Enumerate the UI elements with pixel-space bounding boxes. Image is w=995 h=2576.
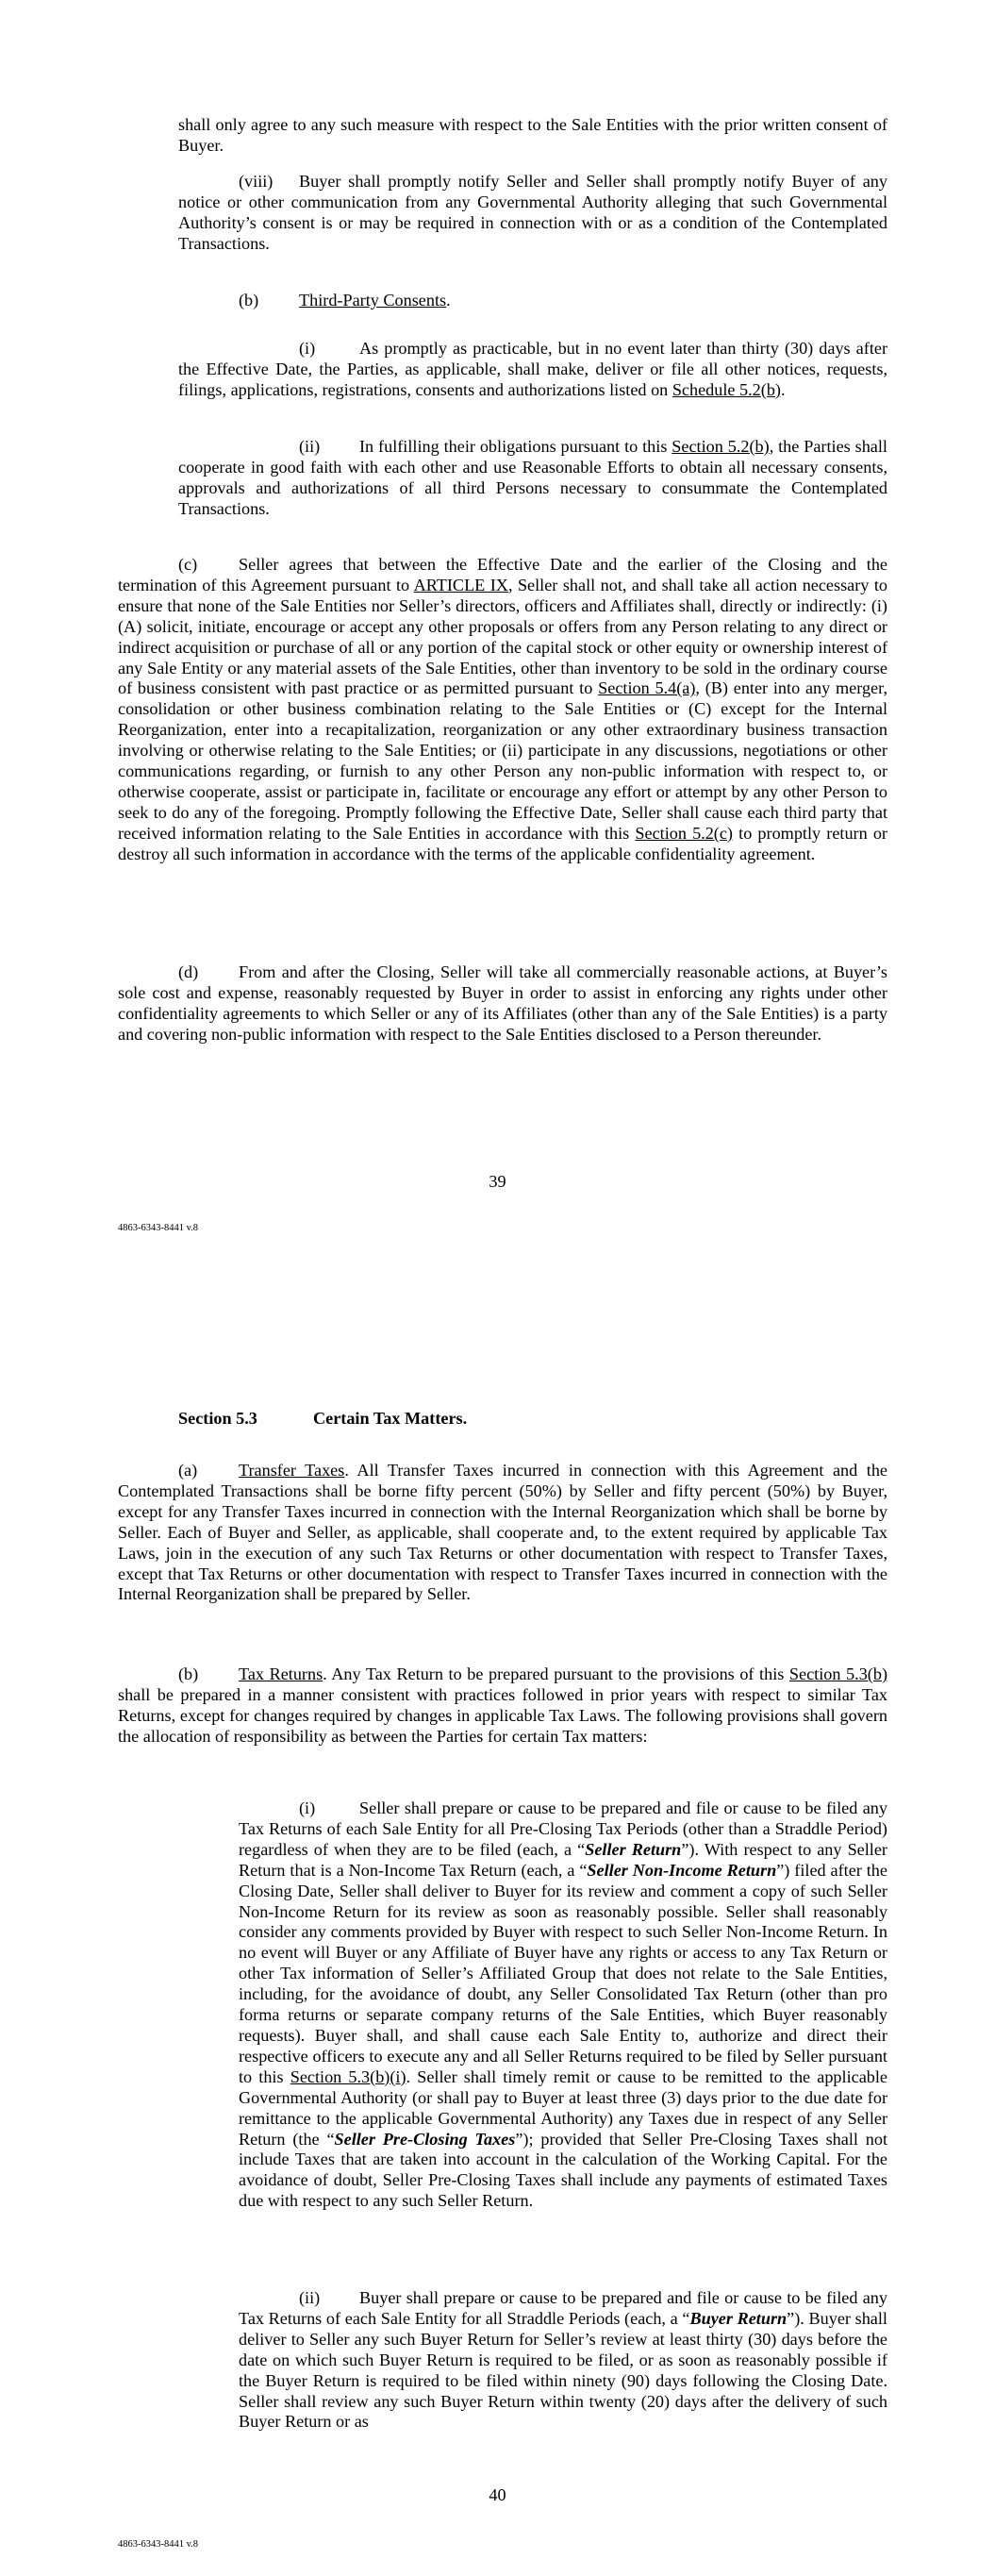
page-40	[0, 1288, 995, 2576]
clause-text: ”). With respect to any Seller Return that is a Non-Income Tax Return (each, a “	[239, 1839, 887, 1880]
clause-number: (b)	[239, 291, 259, 309]
clause-b-i	[239, 1798, 887, 2212]
subsection-a	[118, 1461, 887, 1605]
clause-text: As promptly as practicable, but in no event later than thirty (30) days after the Effective Date, the Parties, as applicable, shall make, deliver or file all other notices, requests, filings, applications, registrations, consents and authorizations listed on	[178, 339, 887, 399]
continuation-paragraph	[178, 115, 887, 157]
section-link[interactable]: Section 5.4(a)	[598, 678, 696, 698]
clause-number: (a)	[178, 1461, 198, 1480]
section-link[interactable]: Section 5.3(b)	[788, 1664, 887, 1683]
clause-text: Seller agrees that between the Effective Date and the earlier of the Closing and the termination of this Agreement pursuant to	[118, 555, 887, 594]
clause-b-ii	[239, 2288, 887, 2433]
clause-number: (c)	[178, 555, 198, 574]
clause-text: Buyer shall prepare or cause to be prepared and file or cause to be filed any Tax Returns of each Sale Entity for all Straddle Periods (each, a “	[239, 2288, 887, 2328]
paragraph-text: shall only agree to any such measure with respect to the Sale Entities with the prior written consent of Buyer.	[178, 115, 887, 155]
defined-term: Buyer Return	[689, 2308, 788, 2328]
clause-b-ii	[178, 437, 887, 520]
subsection-d	[118, 962, 887, 1045]
section-link[interactable]: Section 5.2(b)	[672, 437, 770, 456]
clause-text: ”); provided that Seller Pre-Closing Taxes shall not include Taxes that are taken into account in the calculation of the Working Capital. For the avoidance of doubt, Seller Pre-Closing Taxes shall include any payments of estimated Taxes due with respect to any such Seller Return.	[239, 2129, 888, 2211]
schedule-link[interactable]: Schedule 5.2(b)	[672, 379, 781, 399]
section-link[interactable]: Section 5.2(c)	[635, 823, 733, 843]
clause-text: ”) filed after the Closing Date, Seller shall deliver to Buyer for its review and comment a copy of such Seller Non-Income Return for its review as soon as reasonably possible. Seller shall reasonably consider any comments provided by Buyer with respect to such Seller Non-Income Return. In no event will Buyer or any Affiliate of Buyer have any rights or access to any Tax Return or other Tax information of Seller’s Affiliated Group that does not relate to the Sale Entities, including, for the avoidance of doubt, any Seller Consolidated Tax Return (other than pro forma returns or separate company returns of the Sale Entities, which Buyer reasonably requests). Buyer shall, and shall cause each Sale Entity to, authorize and direct their respective officers to execute any and all Seller Returns required to be filed by Seller pursuant to this	[239, 1860, 887, 2086]
subsection-title: Tax Returns	[239, 1664, 323, 1683]
document-id: 4863-6343-8441 v.8	[118, 2539, 199, 2550]
clause-text: , Seller shall not, and shall take all action necessary to ensure that none of the Sale Entities nor Seller’s directors, officers and Affiliates shall, directly or indirectly: (i) (A) solicit, initiate, encourage or accept any other proposals or offers from any Person relating to any direct or indirect acquisition or purchase of all or any portion of the capital stock or other equity or ownership interest of any Sale Entity or any material assets of the Sale Entities, other than inventory to be sold in the ordinary course of business consistent with past practice or as permitted pursuant to	[118, 575, 887, 698]
page-number: 39	[489, 1172, 506, 1191]
clause-text: to promptly return or destroy all such information in accordance with the terms of the applicable confidentiality agreement.	[118, 823, 887, 863]
clause-text: shall be prepared in a manner consistent with practices followed in prior years with respect to similar Tax Returns, except for changes required by changes in applicable Tax Laws. The following provisions shall govern the allocation of responsibility as between the Parties for certain Tax matters:	[118, 1684, 887, 1746]
punctuation: .	[780, 379, 786, 399]
section-heading	[178, 1409, 467, 1429]
clause-number: (ii)	[299, 2288, 321, 2307]
article-link[interactable]: ARTICLE IX	[413, 575, 508, 594]
clause-number: (i)	[299, 339, 316, 358]
defined-term: Seller Pre-Closing Taxes	[334, 2129, 516, 2149]
subsection-title: Transfer Taxes	[239, 1461, 345, 1480]
clause-text: In fulfilling their obligations pursuant to this	[359, 437, 672, 456]
clause-text: , the Parties shall cooperate in good faith with each other and use Reasonable Efforts to obtain all necessary consents, approvals and authorizations of all third Persons necessary to consummate the Contemplated Transactions.	[178, 437, 887, 518]
clause-text: Seller shall prepare or cause to be prepared and file or cause to be filed any Tax Returns of each Sale Entity for all Pre-Closing Tax Periods (other than a Straddle Period) regardless of when they are to be filed (each, a “	[239, 1798, 887, 1859]
subsection-b-heading	[178, 291, 887, 311]
subsection-b	[118, 1664, 887, 1748]
punctuation: .	[462, 1409, 468, 1428]
defined-term: Seller Non-Income Return	[587, 1860, 777, 1880]
clause-b-i	[178, 339, 887, 401]
clause-number: (viii)	[239, 172, 274, 191]
clause-number: (ii)	[299, 437, 321, 456]
section-title: Certain Tax Matters	[313, 1409, 463, 1428]
clause-text: . Seller shall timely remit or cause to be remitted to the applicable Governmental Authority (or shall pay to Buyer at least three (3) days prior to the due date for remittance to the applicable Governmental Authority) any Taxes due in respect of any Seller Return (the “	[239, 2066, 887, 2149]
clause-text: , (B) enter into any merger, consolidation or other business combination relating to the Sale Entities or (C) except for the Internal Reorganization, enter into a recapitalization, reorganization or any other extraordinary business transaction involving or otherwise relating to the Sale Entities; or (ii) participate in any discussions, negotiations or other communications regarding, or furnish to any other Person any non-public information with respect to, or otherwise cooperate, assist or participate in, facilitate or encourage any effort or attempt by any other Person to seek to do any of the foregoing. Promptly following the Effective Date, Seller shall cause each third party that received information relating to the Sale Entities in accordance with this	[118, 678, 887, 843]
clause-text: . All Transfer Taxes incurred in connection with this Agreement and the Contemplated Transactions shall be borne fifty percent (50%) by Seller and fifty percent (50%) by Buyer, except for any Transfer Taxes incurred in connection with the Internal Reorganization which shall be borne by Seller. Each of Buyer and Seller, as applicable, shall cooperate and, to the extent required by applicable Tax Laws, join in the execution of any such Tax Returns or other documentation with respect to Transfer Taxes, except that Tax Returns or other documentation with respect to Transfer Taxes incurred in connection with the Internal Reorganization shall be prepared by Seller.	[118, 1461, 887, 1604]
clause-viii	[178, 172, 887, 255]
subsection-c	[118, 555, 887, 865]
clause-number: (d)	[178, 962, 199, 981]
page-number: 40	[489, 2485, 506, 2504]
clause-text: ”). Buyer shall deliver to Seller any such Buyer Return for Seller’s review at least thirty (30) days before the date on which such Buyer Return is required to be filed, or as soon as reasonably possible if the Buyer Return is required to be filed within ninety (90) days following the Closing Date. Seller shall review any such Buyer Return within twenty (20) days after the delivery of such Buyer Return or as	[239, 2308, 887, 2432]
document-id: 4863-6343-8441 v.8	[118, 1223, 199, 1233]
clause-number: (b)	[178, 1664, 199, 1683]
clause-text: From and after the Closing, Seller will take all commercially reasonable actions, at Buyer’s sole cost and expense, reasonably requested by Buyer in order to assist in enforcing any rights under other confidentiality agreements to which Seller or any of its Affiliates (other than any of the Sale Entities) is a party and covering non-public information with respect to the Sale Entities disclosed to a Person thereunder.	[118, 962, 887, 1044]
defined-term: Seller Return	[585, 1839, 682, 1859]
section-number: Section 5.3	[178, 1409, 257, 1428]
clause-text: . Any Tax Return to be prepared pursuant to the provisions of this	[323, 1664, 789, 1683]
section-link[interactable]: Section 5.3(b)(i)	[290, 2066, 406, 2086]
clause-text: Buyer shall promptly notify Seller and Seller shall promptly notify Buyer of any notice or other communication from any Governmental Authority alleging that such Governmental Authority’s consent is or may be required in connection with or as a condition of the Contemplated Transactions.	[178, 172, 887, 253]
clause-number: (i)	[299, 1798, 316, 1817]
punctuation: .	[446, 291, 451, 309]
subsection-title: Third-Party Consents	[299, 291, 447, 309]
